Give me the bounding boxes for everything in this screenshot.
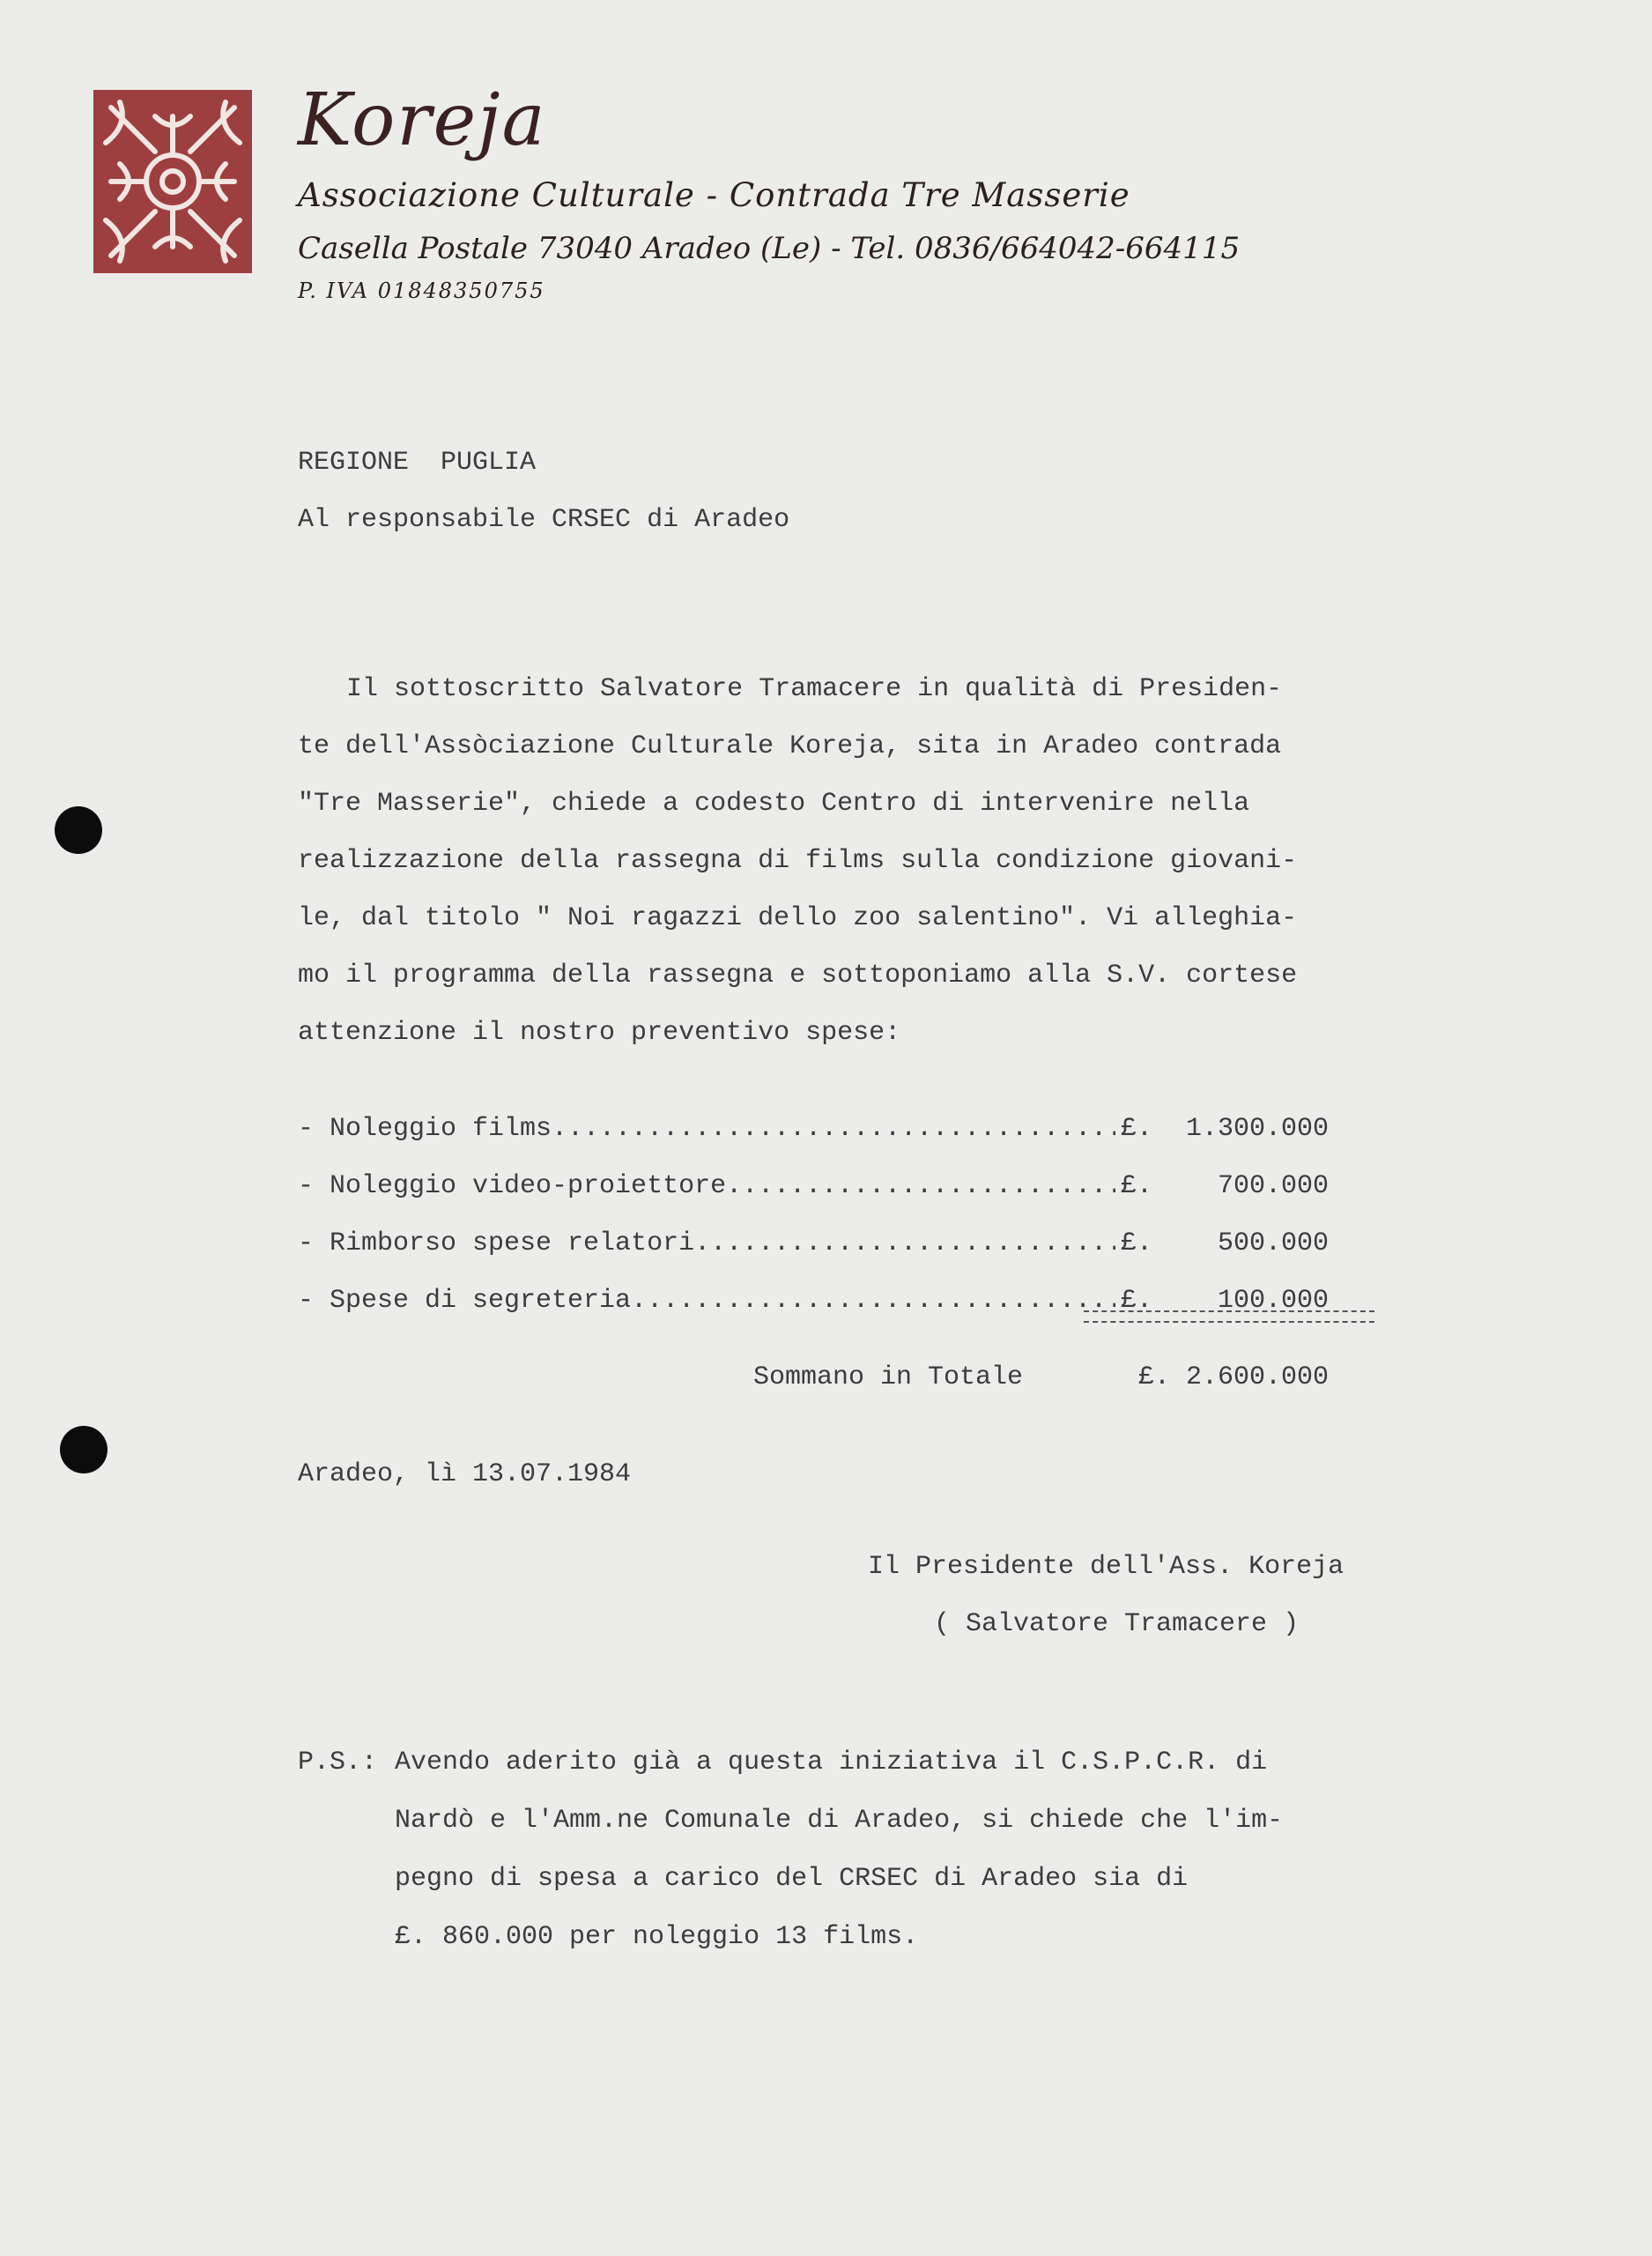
postscript-row (298, 1919, 1283, 1978)
leader-dots (694, 1228, 1115, 1258)
expense-label: - Rimborso spese relatori (298, 1228, 695, 1258)
leader-dots (631, 1286, 1115, 1316)
recipient-line-2: Al responsabile CRSEC di Aradeo (298, 505, 790, 535)
body-line: le, dal titolo " Noi ragazzi dello zoo salentino". Vi alleghia- (298, 903, 1298, 933)
postscript-indent (298, 1861, 395, 1919)
letterhead-vat: P. IVA 01848350755 (298, 278, 545, 303)
punch-hole (55, 806, 102, 854)
body-line: realizzazione della rassegna di films sulla condizione giovani- (298, 846, 1298, 876)
postscript-row (298, 1861, 1283, 1919)
postscript (298, 1745, 1283, 1978)
postscript-line: £. 860.000 per noleggio 13 films. (395, 1922, 919, 1952)
expense-total (753, 1362, 1329, 1392)
postscript-line: Avendo aderito già a questa iniziativa il C.S.P.C.R. di (395, 1748, 1268, 1777)
expense-amount: 700.000 (1217, 1171, 1329, 1201)
currency-symbol: £. (1120, 1286, 1152, 1316)
currency-symbol: £. (1120, 1114, 1152, 1144)
expense-item (298, 1228, 1329, 1286)
postscript-row (298, 1803, 1283, 1861)
total-underline (1084, 1310, 1374, 1323)
postscript-line: Nardò e l'Amm.ne Comunale di Aradeo, si chiede che l'im- (395, 1806, 1284, 1836)
letterhead-subtitle: Associazione Culturale - Contrada Tre Masserie (298, 176, 1130, 214)
leader-dots (726, 1171, 1115, 1201)
body-line: Il sottoscritto Salvatore Tramacere in qualità di Presiden- (346, 674, 1283, 704)
body-line: mo il programma della rassegna e sottoponiamo alla S.V. cortese (298, 961, 1298, 991)
body-paragraph (298, 672, 1297, 1072)
currency-symbol: £. (1120, 1228, 1152, 1258)
signature-name: ( Salvatore Tramacere ) (934, 1609, 1300, 1639)
expense-label: - Noleggio video-proiettore (298, 1171, 727, 1201)
body-line: attenzione il nostro preventivo spese: (298, 1018, 901, 1048)
postscript-row (298, 1745, 1283, 1803)
expense-item (298, 1114, 1329, 1171)
total-value: £. 2.600.000 (1137, 1362, 1329, 1392)
body-line: "Tre Masserie", chiede a codesto Centro di intervenire nella (298, 789, 1250, 819)
brand-name: Koreja (298, 78, 547, 162)
leader-dots (552, 1114, 1115, 1144)
koreja-logo (93, 90, 252, 273)
expense-amount: 1.300.000 (1185, 1114, 1329, 1144)
currency-symbol: £. (1120, 1171, 1152, 1201)
total-label: Sommano in Totale (753, 1362, 1024, 1392)
signature-title: Il Presidente dell'Ass. Koreja (868, 1552, 1345, 1582)
postscript-indent (298, 1803, 395, 1861)
body-line: te dell'Assòciazione Culturale Koreja, sita in Aradeo contrada (298, 731, 1282, 761)
expense-label: - Spese di segreteria (298, 1286, 632, 1316)
postscript-label: P.S.: (298, 1748, 378, 1777)
ornament-icon (93, 90, 252, 273)
letterhead-address: Casella Postale 73040 Aradeo (Le) - Tel. 0836/664042-664115 (298, 231, 1241, 266)
expense-label: - Noleggio films (298, 1114, 552, 1144)
punch-hole (60, 1426, 107, 1473)
postscript-line: pegno di spesa a carico del CRSEC di Aradeo sia di (395, 1864, 1189, 1894)
recipient-line-1: REGIONE PUGLIA (298, 448, 537, 478)
date-line: Aradeo, lì 13.07.1984 (298, 1459, 632, 1489)
postscript-indent (298, 1919, 395, 1978)
expense-amount: 500.000 (1217, 1228, 1329, 1258)
expense-item (298, 1171, 1329, 1228)
expense-list (298, 1114, 1329, 1343)
expense-amount: 100.000 (1217, 1286, 1329, 1316)
